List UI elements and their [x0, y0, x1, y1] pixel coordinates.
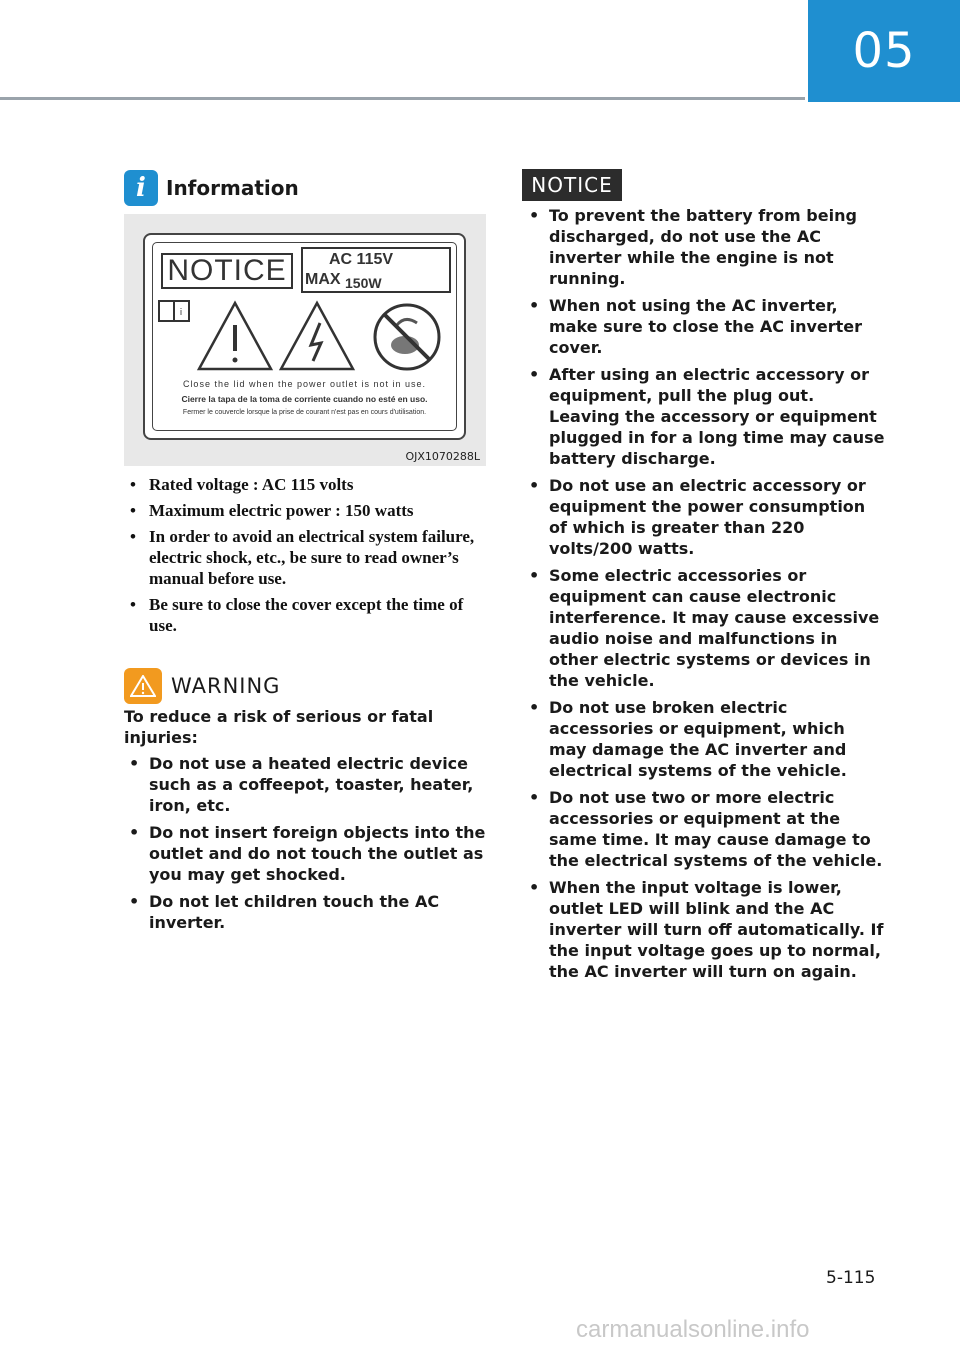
label-rating-ac: AC 115V	[329, 251, 394, 268]
label-rating-max: MAX	[305, 271, 341, 288]
label-rating-watts: 150W	[345, 275, 382, 291]
warning-icon	[124, 668, 162, 704]
list-item: • Do not use an electric accessory or equipment the power consumption of which is greater than 220 volts/200 watts.	[524, 475, 886, 559]
caution-triangle-icon	[199, 303, 271, 369]
manual-book-icon	[159, 301, 189, 321]
list-item: • Maximum electric power : 150 watts	[124, 500, 486, 521]
chapter-tab: 05	[808, 0, 960, 102]
list-item: • Do not use broken electric accessories or equipment, which may damage the AC inverter and electrical systems of the vehicle.	[524, 697, 886, 781]
list-item: • To prevent the battery from being discharged, do not use the AC inverter while the engine is not running.	[524, 205, 886, 289]
list-item: • Do not use a heated electric device such as a coffeepot, toaster, heater, iron, etc.	[124, 753, 486, 816]
page-number: 5-115	[826, 1268, 876, 1288]
info-icon: i	[124, 170, 158, 206]
list-item: • Do not use two or more electric accessories or equipment at the same time. It may cause damage to the electrical systems of the vehicle.	[524, 787, 886, 871]
watermark: carmanualsonline.info	[576, 1316, 810, 1343]
list-item: • Do not let children touch the AC inverter.	[124, 891, 486, 933]
list-item: • After using an electric accessory or equipment, pull the plug out. Leaving the accessory or equipment plugged in for a long time may cause battery discharge.	[524, 364, 886, 469]
list-item: • Rated voltage : AC 115 volts	[124, 474, 486, 495]
warning-title: WARNING	[171, 674, 281, 698]
information-title: Information	[166, 176, 299, 200]
list-item: • When the input voltage is lower, outlet LED will blink and the AC inverter will turn off automatically. If the input voltage goes up to normal, the AC inverter will turn on again.	[524, 877, 886, 982]
information-header	[124, 170, 299, 206]
label-notice-word: NOTICE	[161, 253, 293, 289]
no-heated-device-icon	[375, 305, 439, 369]
list-item: • Some electric accessories or equipment can cause electronic interference. It may cause excessive audio noise and malfunctions in other electric systems or devices in the vehicle.	[524, 565, 886, 691]
label-line-english: Close the lid when the power outlet is not in use.	[182, 379, 427, 389]
warning-intro: To reduce a risk of serious or fatal injuries:	[124, 707, 434, 747]
electric-shock-icon	[281, 303, 353, 369]
label-line-french: Fermer le couvercle lorsque la prise de courant n'est pas en cours d'utilisation.	[182, 409, 427, 416]
list-item: • Be sure to close the cover except the time of use.	[124, 594, 486, 636]
list-item: • In order to avoid an electrical system failure, electric shock, etc., be sure to read owner’s manual before use.	[124, 526, 486, 589]
figure-id: OJX1070288L	[405, 450, 480, 463]
notice-label-figure	[124, 214, 486, 466]
label-pictograms	[157, 297, 461, 377]
notice-list	[524, 205, 886, 988]
list-item: • When not using the AC inverter, make sure to close the AC inverter cover.	[524, 295, 886, 358]
information-list	[124, 474, 486, 641]
svg-text:i: i	[179, 308, 183, 318]
label-rating-box	[301, 247, 451, 293]
notice-badge: NOTICE	[522, 169, 622, 201]
warning-list	[124, 753, 486, 939]
label-line-spanish: Cierre la tapa de la toma de corriente cuando no esté en uso.	[181, 394, 428, 404]
warning-header	[124, 668, 280, 704]
header-rule	[0, 97, 805, 100]
list-item: • Do not insert foreign objects into the outlet and do not touch the outlet as you may get shocked.	[124, 822, 486, 885]
notice-label	[143, 233, 466, 440]
